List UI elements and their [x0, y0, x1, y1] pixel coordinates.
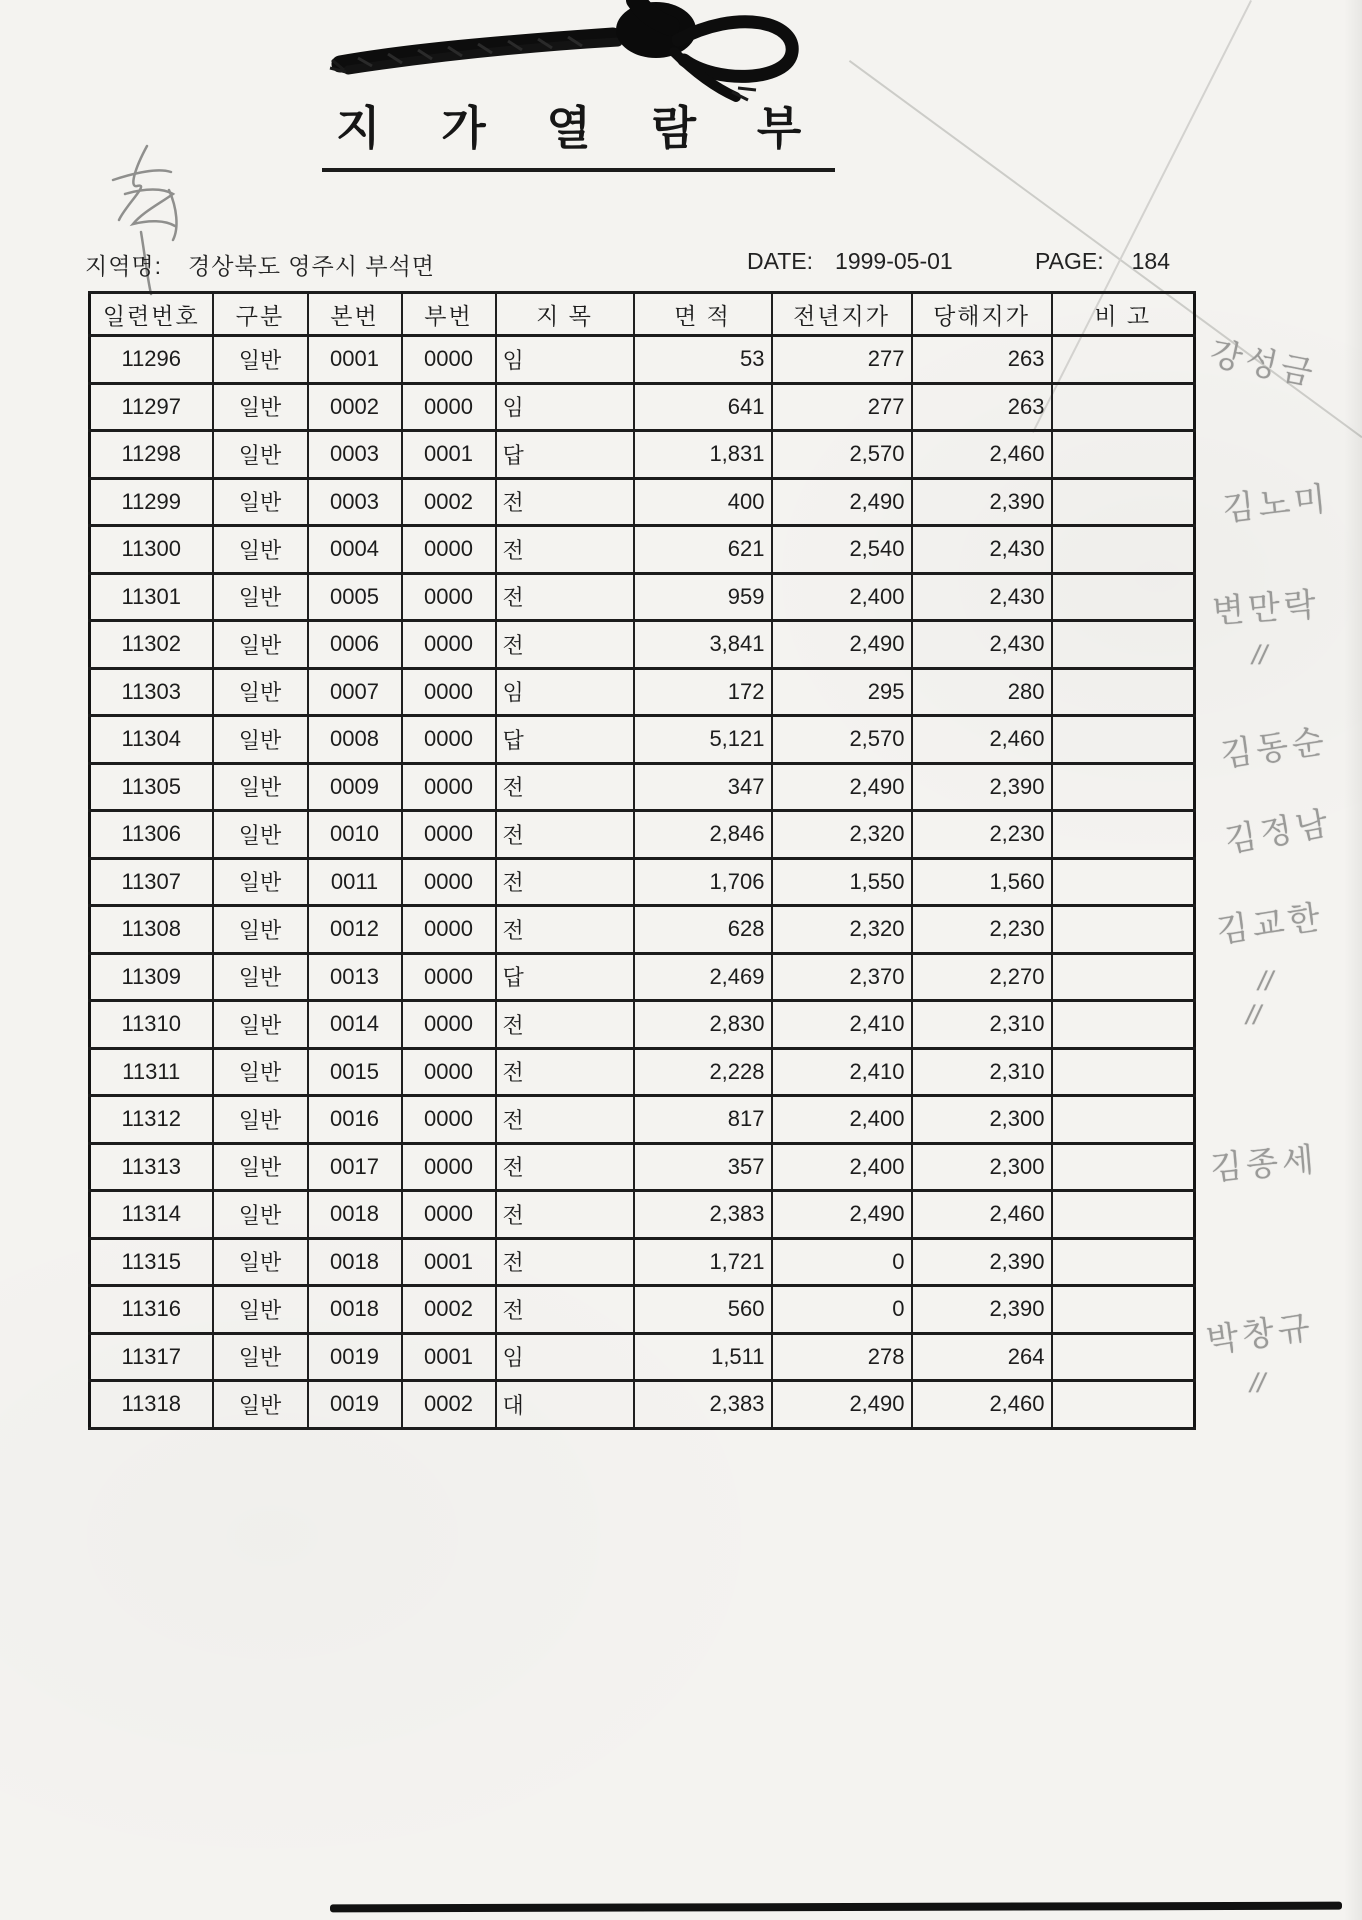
cell: 전 [496, 526, 634, 574]
cell: 11303 [90, 668, 213, 716]
cell: 1,550 [772, 858, 912, 906]
cell: 11316 [90, 1286, 213, 1334]
cell: 11310 [90, 1001, 213, 1049]
cell: 172 [634, 668, 772, 716]
cell [1052, 858, 1195, 906]
cell: 0013 [308, 953, 402, 1001]
cell: 2,383 [634, 1191, 772, 1239]
cell: 일반 [213, 383, 308, 431]
cell: 0002 [308, 383, 402, 431]
cell: 11314 [90, 1191, 213, 1239]
cell: 2,320 [772, 906, 912, 954]
cell: 0000 [402, 763, 496, 811]
cell: 일반 [213, 906, 308, 954]
cell [1052, 811, 1195, 859]
cell: 전 [496, 573, 634, 621]
cell: 2,846 [634, 811, 772, 859]
cell: 0000 [402, 858, 496, 906]
table-row [90, 1333, 1195, 1381]
cell: 2,400 [772, 1096, 912, 1144]
table-row [90, 716, 1195, 764]
cell: 임 [496, 383, 634, 431]
cell: 1,721 [634, 1238, 772, 1286]
cell: 일반 [213, 1143, 308, 1191]
cell: 0000 [402, 953, 496, 1001]
cell: 0012 [308, 906, 402, 954]
cell: 0000 [402, 526, 496, 574]
table-header-row [90, 293, 1195, 336]
cell: 2,430 [912, 621, 1052, 669]
cell: 2,540 [772, 526, 912, 574]
handwritten-name: 박창규 [1204, 1307, 1316, 1360]
scan-edge-shadow [1344, 0, 1362, 1920]
column-header: 비 고 [1052, 293, 1195, 336]
table-row [90, 906, 1195, 954]
cell: 2,310 [912, 1001, 1052, 1049]
cell: 2,300 [912, 1096, 1052, 1144]
cell: 11312 [90, 1096, 213, 1144]
cell: 전 [496, 1191, 634, 1239]
cell: 답 [496, 431, 634, 479]
cell: 641 [634, 383, 772, 431]
cell: 0002 [402, 478, 496, 526]
cell: 0002 [402, 1381, 496, 1429]
column-header: 당해지가 [912, 293, 1052, 336]
cell: 11297 [90, 383, 213, 431]
cell: 2,460 [912, 716, 1052, 764]
cell: 357 [634, 1143, 772, 1191]
cell: 3,841 [634, 621, 772, 669]
cell: 일반 [213, 953, 308, 1001]
cell [1052, 1333, 1195, 1381]
cell: 2,490 [772, 1381, 912, 1429]
land-price-table [88, 291, 1196, 1430]
cell: 2,400 [772, 1143, 912, 1191]
cell: 일반 [213, 1381, 308, 1429]
cell: 1,511 [634, 1333, 772, 1381]
cell: 답 [496, 953, 634, 1001]
cell: 53 [634, 336, 772, 384]
table-row [90, 336, 1195, 384]
cell: 5,121 [634, 716, 772, 764]
cell: 347 [634, 763, 772, 811]
cell: 전 [496, 906, 634, 954]
cell [1052, 1001, 1195, 1049]
cell: 0018 [308, 1238, 402, 1286]
table-row [90, 668, 1195, 716]
cell: 2,410 [772, 1001, 912, 1049]
cell: 일반 [213, 668, 308, 716]
cell: 0000 [402, 1143, 496, 1191]
cell [1052, 763, 1195, 811]
cell: 277 [772, 336, 912, 384]
cell: 11317 [90, 1333, 213, 1381]
cell: 11300 [90, 526, 213, 574]
table-row [90, 858, 1195, 906]
region-value: 경상북도 영주시 부석면 [188, 253, 436, 279]
cell: 400 [634, 478, 772, 526]
cell: 일반 [213, 1001, 308, 1049]
cell: 11318 [90, 1381, 213, 1429]
cell [1052, 668, 1195, 716]
cell [1052, 716, 1195, 764]
cell: 임 [496, 1333, 634, 1381]
cell [1052, 336, 1195, 384]
table-row [90, 811, 1195, 859]
cell: 일반 [213, 1048, 308, 1096]
column-header: 면 적 [634, 293, 772, 336]
cell: 2,830 [634, 1001, 772, 1049]
cell: 전 [496, 763, 634, 811]
cell: 일반 [213, 1286, 308, 1334]
page-field [1035, 248, 1170, 275]
cell [1052, 526, 1195, 574]
cell: 11308 [90, 906, 213, 954]
cell: 0016 [308, 1096, 402, 1144]
cell: 2,430 [912, 573, 1052, 621]
region-field [85, 248, 435, 281]
cell: 일반 [213, 1191, 308, 1239]
cell: 2,228 [634, 1048, 772, 1096]
cell: 264 [912, 1333, 1052, 1381]
cell: 0001 [402, 1238, 496, 1286]
table-row [90, 953, 1195, 1001]
cell: 2,370 [772, 953, 912, 1001]
cell: 817 [634, 1096, 772, 1144]
cell: 일반 [213, 763, 308, 811]
cell: 0 [772, 1286, 912, 1334]
cell: 전 [496, 478, 634, 526]
cell: 295 [772, 668, 912, 716]
cell [1052, 1286, 1195, 1334]
cell: 0005 [308, 573, 402, 621]
cell: 2,320 [772, 811, 912, 859]
cell: 전 [496, 1048, 634, 1096]
cell: 2,390 [912, 478, 1052, 526]
cell: 11313 [90, 1143, 213, 1191]
cell: 11304 [90, 716, 213, 764]
cell: 0000 [402, 1048, 496, 1096]
table-row [90, 1048, 1195, 1096]
cell: 11299 [90, 478, 213, 526]
table-row [90, 621, 1195, 669]
cell: 대 [496, 1381, 634, 1429]
cell: 11309 [90, 953, 213, 1001]
cell: 0008 [308, 716, 402, 764]
cell: 2,300 [912, 1143, 1052, 1191]
column-header: 일련번호 [90, 293, 213, 336]
region-label: 지역명: [85, 253, 163, 279]
cell: 0 [772, 1238, 912, 1286]
cell: 277 [772, 383, 912, 431]
cell: 일반 [213, 573, 308, 621]
cell: 2,490 [772, 478, 912, 526]
table-row [90, 1238, 1195, 1286]
cell: 2,460 [912, 431, 1052, 479]
cell: 일반 [213, 621, 308, 669]
cell: 2,490 [772, 763, 912, 811]
cell: 11315 [90, 1238, 213, 1286]
cell [1052, 478, 1195, 526]
column-header: 전년지가 [772, 293, 912, 336]
cell: 2,270 [912, 953, 1052, 1001]
date-value: 1999-05-01 [835, 248, 953, 274]
table-row [90, 573, 1195, 621]
scan-bottom-line [330, 1902, 1342, 1913]
cell: 2,490 [772, 621, 912, 669]
cell [1052, 1048, 1195, 1096]
cell: 2,230 [912, 906, 1052, 954]
cell: 0007 [308, 668, 402, 716]
cell: 1,560 [912, 858, 1052, 906]
cell: 0017 [308, 1143, 402, 1191]
cell: 0000 [402, 573, 496, 621]
cell [1052, 1191, 1195, 1239]
cell: 임 [496, 668, 634, 716]
cell [1052, 1381, 1195, 1429]
column-header: 본번 [308, 293, 402, 336]
table-row [90, 1286, 1195, 1334]
cell: 263 [912, 336, 1052, 384]
table-row [90, 1143, 1195, 1191]
cell: 0000 [402, 811, 496, 859]
cell: 일반 [213, 1096, 308, 1144]
cell: 0000 [402, 1191, 496, 1239]
table-row [90, 383, 1195, 431]
cell: 2,230 [912, 811, 1052, 859]
column-header: 부번 [402, 293, 496, 336]
cell [1052, 953, 1195, 1001]
cell: 임 [496, 336, 634, 384]
cell: 560 [634, 1286, 772, 1334]
cell: 0000 [402, 1096, 496, 1144]
cell [1052, 906, 1195, 954]
cell: 11302 [90, 621, 213, 669]
column-header: 지 목 [496, 293, 634, 336]
cell: 0018 [308, 1191, 402, 1239]
cell: 278 [772, 1333, 912, 1381]
cell: 전 [496, 1143, 634, 1191]
cell: 0003 [308, 478, 402, 526]
cell: 2,490 [772, 1191, 912, 1239]
cell: 11296 [90, 336, 213, 384]
cell: 답 [496, 716, 634, 764]
cell [1052, 1238, 1195, 1286]
table-row [90, 1191, 1195, 1239]
cell: 0010 [308, 811, 402, 859]
cell: 0006 [308, 621, 402, 669]
cell: 0000 [402, 336, 496, 384]
cell: 2,390 [912, 763, 1052, 811]
cell: 11306 [90, 811, 213, 859]
cell: 628 [634, 906, 772, 954]
cell: 2,383 [634, 1381, 772, 1429]
cell: 전 [496, 1001, 634, 1049]
cell: 전 [496, 1096, 634, 1144]
cell: 0009 [308, 763, 402, 811]
handwritten-name: 김종세 [1208, 1140, 1320, 1187]
cell: 0000 [402, 716, 496, 764]
table-row [90, 526, 1195, 574]
cell: 일반 [213, 811, 308, 859]
cell: 11298 [90, 431, 213, 479]
cell [1052, 1143, 1195, 1191]
cell [1052, 431, 1195, 479]
ditto-mark: // [1258, 966, 1274, 996]
cell: 전 [496, 621, 634, 669]
cell: 2,460 [912, 1381, 1052, 1429]
ditto-mark: // [1252, 640, 1268, 670]
cell: 2,390 [912, 1238, 1052, 1286]
cell: 0004 [308, 526, 402, 574]
cell: 280 [912, 668, 1052, 716]
cell [1052, 621, 1195, 669]
cell: 전 [496, 1238, 634, 1286]
cell: 일반 [213, 336, 308, 384]
page-title: 지 가 열 람 부 [322, 92, 835, 172]
cell: 1,831 [634, 431, 772, 479]
column-header: 구분 [213, 293, 308, 336]
table-row [90, 763, 1195, 811]
cell: 전 [496, 858, 634, 906]
cell: 일반 [213, 431, 308, 479]
cell: 0000 [402, 621, 496, 669]
table-row [90, 1381, 1195, 1429]
cell: 일반 [213, 1238, 308, 1286]
cell: 0000 [402, 906, 496, 954]
price-table-body [90, 336, 1195, 1429]
cell: 일반 [213, 526, 308, 574]
handwritten-name: 김교한 [1214, 897, 1326, 950]
cell: 11301 [90, 573, 213, 621]
cell: 2,460 [912, 1191, 1052, 1239]
cell: 2,469 [634, 953, 772, 1001]
cell: 일반 [213, 858, 308, 906]
table-row [90, 478, 1195, 526]
date-field [747, 248, 953, 275]
cell: 0003 [308, 431, 402, 479]
cell: 0019 [308, 1333, 402, 1381]
cell: 2,310 [912, 1048, 1052, 1096]
cell: 일반 [213, 478, 308, 526]
cell: 전 [496, 811, 634, 859]
cell: 2,570 [772, 716, 912, 764]
cell: 621 [634, 526, 772, 574]
cell: 1,706 [634, 858, 772, 906]
cell [1052, 573, 1195, 621]
cell: 0000 [402, 1001, 496, 1049]
cell: 2,390 [912, 1286, 1052, 1334]
cell: 11311 [90, 1048, 213, 1096]
cell: 일반 [213, 716, 308, 764]
cell: 263 [912, 383, 1052, 431]
cell: 0001 [402, 431, 496, 479]
cell: 0001 [308, 336, 402, 384]
cell: 959 [634, 573, 772, 621]
cell: 2,400 [772, 573, 912, 621]
page-label: PAGE: [1035, 248, 1104, 274]
handwritten-name: 변만락 [1210, 585, 1321, 630]
cell: 0015 [308, 1048, 402, 1096]
cell: 11305 [90, 763, 213, 811]
cell: 0000 [402, 383, 496, 431]
cell: 0000 [402, 668, 496, 716]
ditto-mark: // [1246, 1000, 1262, 1030]
cell: 전 [496, 1286, 634, 1334]
page-value: 184 [1131, 248, 1170, 274]
cell: 2,430 [912, 526, 1052, 574]
handwritten-name: 김동순 [1218, 721, 1330, 774]
cell: 0014 [308, 1001, 402, 1049]
handwritten-name: 김정남 [1221, 803, 1335, 860]
cell: 2,410 [772, 1048, 912, 1096]
cell: 0001 [402, 1333, 496, 1381]
cell: 2,570 [772, 431, 912, 479]
cell: 0019 [308, 1381, 402, 1429]
cell [1052, 383, 1195, 431]
cell: 0011 [308, 858, 402, 906]
date-label: DATE: [747, 248, 814, 274]
cell [1052, 1096, 1195, 1144]
cell: 0018 [308, 1286, 402, 1334]
table-row [90, 1001, 1195, 1049]
cell: 일반 [213, 1333, 308, 1381]
cell: 11307 [90, 858, 213, 906]
cell: 0002 [402, 1286, 496, 1334]
ditto-mark: // [1250, 1368, 1266, 1398]
handwritten-name: 김노미 [1220, 479, 1332, 528]
table-row [90, 1096, 1195, 1144]
meta-row [0, 248, 1362, 282]
handwritten-name: 강성금 [1206, 334, 1320, 393]
table-row [90, 431, 1195, 479]
